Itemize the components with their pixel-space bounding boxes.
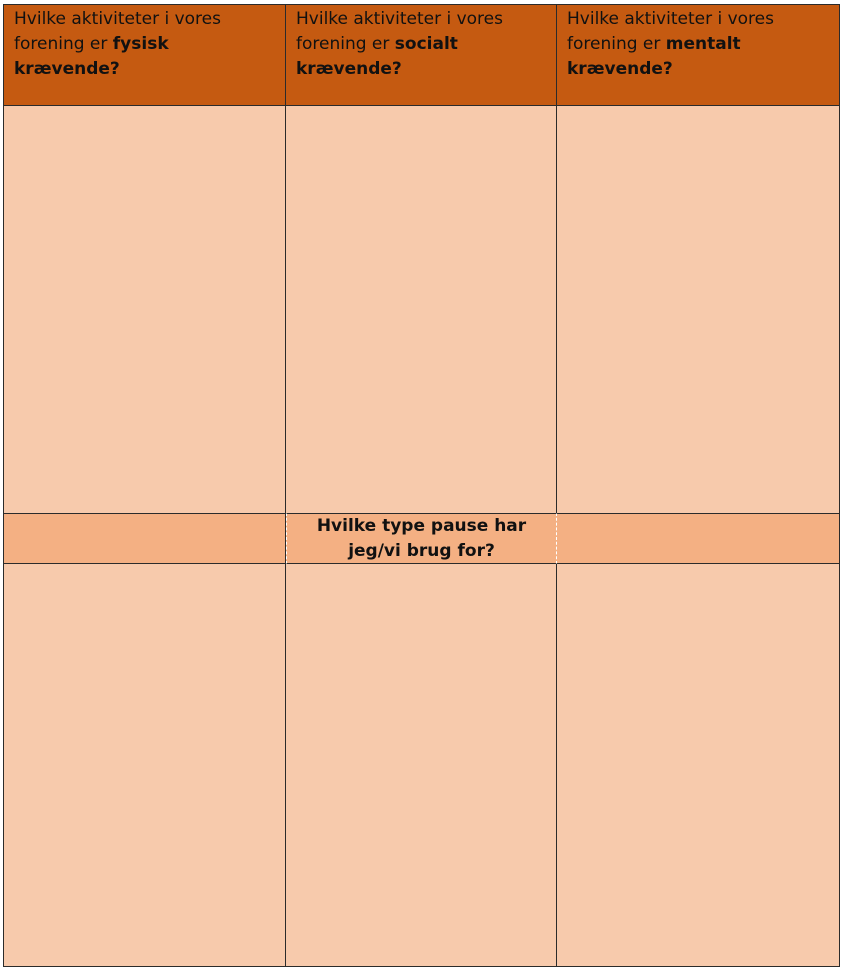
header-text-social (296, 7, 550, 82)
divider-cell-right (557, 513, 840, 564)
header-suffix: krævende? (296, 59, 402, 79)
divider-cell-center (286, 513, 557, 564)
pause-answer-cell-social[interactable] (286, 564, 557, 967)
header-cell-social (286, 4, 557, 106)
header-emphasis: mentalt (665, 34, 741, 54)
answer-cell-physical[interactable] (3, 106, 286, 513)
divider-cell-left (3, 513, 286, 564)
pause-question-line2: jeg/vi brug for? (348, 541, 495, 561)
header-prefix: Hvilke aktiviteter i vores forening er (567, 9, 774, 54)
header-cell-physical (3, 4, 286, 106)
header-text-physical (14, 7, 279, 82)
header-suffix: krævende? (14, 59, 120, 79)
header-text-mental (567, 7, 833, 82)
header-prefix: Hvilke aktiviteter i vores forening er (14, 9, 221, 54)
answer-cell-mental[interactable] (557, 106, 840, 513)
header-emphasis: socialt (394, 34, 458, 54)
header-emphasis: fysisk (112, 34, 169, 54)
pause-question-line1: Hvilke type pause har (316, 516, 527, 536)
pause-question (287, 514, 556, 564)
worksheet-table (3, 4, 840, 967)
header-suffix: krævende? (567, 59, 673, 79)
header-prefix: Hvilke aktiviteter i vores forening er (296, 9, 503, 54)
answer-cell-social[interactable] (286, 106, 557, 513)
pause-answer-cell-mental[interactable] (557, 564, 840, 967)
pause-answer-cell-physical[interactable] (3, 564, 286, 967)
header-cell-mental (557, 4, 840, 106)
